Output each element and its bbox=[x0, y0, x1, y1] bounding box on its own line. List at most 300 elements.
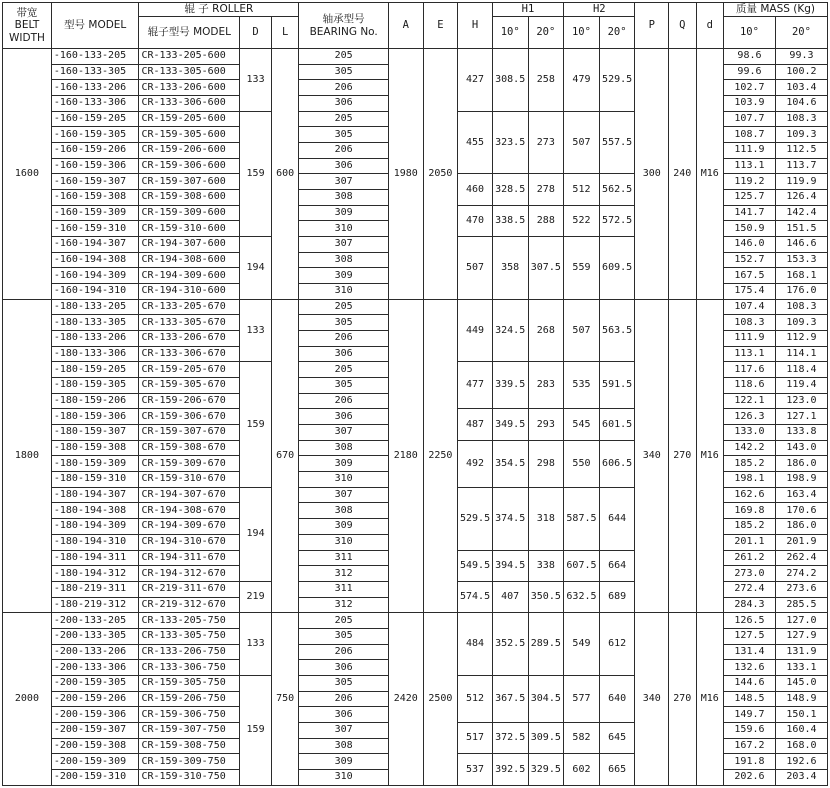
model-cell: -180-159-310 bbox=[51, 472, 139, 488]
model-cell: -180-159-306 bbox=[51, 409, 139, 425]
roller-diameter-cell: 194 bbox=[240, 487, 272, 581]
h1-20deg-cell: 288 bbox=[528, 205, 564, 236]
model-cell: -200-133-206 bbox=[51, 644, 139, 660]
h-cell: 507 bbox=[458, 237, 493, 300]
mass-20deg-cell: 118.4 bbox=[775, 362, 827, 378]
h2-20deg-cell: 609.5 bbox=[599, 237, 635, 300]
model-cell: -180-133-305 bbox=[51, 315, 139, 331]
mass-20deg-cell: 168.0 bbox=[775, 738, 827, 754]
header-row-1 bbox=[3, 3, 828, 17]
mass-10deg-cell: 131.4 bbox=[724, 644, 776, 660]
mass-10deg-cell: 99.6 bbox=[724, 64, 776, 80]
h-cell: 449 bbox=[458, 299, 493, 362]
bearing-cell: 305 bbox=[299, 127, 389, 143]
roller-model-cell: CR-133-306-750 bbox=[139, 660, 240, 676]
roller-header: 辊 子 ROLLER bbox=[139, 3, 299, 17]
h1-10deg-cell: 372.5 bbox=[492, 722, 528, 753]
roller-model-cell: CR-133-305-750 bbox=[139, 628, 240, 644]
mass-10deg-cell: 159.6 bbox=[724, 722, 776, 738]
a-header: A bbox=[388, 3, 423, 49]
h1-20deg-cell: 350.5 bbox=[528, 581, 564, 612]
roller-model-cell: CR-159-310-670 bbox=[139, 472, 240, 488]
model-cell: -180-133-205 bbox=[51, 299, 139, 315]
model-cell: -200-159-206 bbox=[51, 691, 139, 707]
h2-20deg-cell: 557.5 bbox=[599, 111, 635, 174]
h1-20deg-cell: 289.5 bbox=[528, 613, 564, 676]
h-cell: 517 bbox=[458, 722, 493, 753]
h2-10deg-cell: 512 bbox=[564, 174, 600, 205]
roller-model-cell: CR-159-306-750 bbox=[139, 707, 240, 723]
model-cell: -180-159-205 bbox=[51, 362, 139, 378]
bearing-cell: 309 bbox=[299, 519, 389, 535]
bearing-cell: 306 bbox=[299, 158, 389, 174]
mass-10deg-cell: 142.2 bbox=[724, 440, 776, 456]
model-cell: -180-194-310 bbox=[51, 534, 139, 550]
h2-10deg-cell: 549 bbox=[564, 613, 600, 676]
e-cell: 2050 bbox=[423, 49, 458, 300]
mass-10deg-cell: 152.7 bbox=[724, 252, 776, 268]
model-cell: -160-194-308 bbox=[51, 252, 139, 268]
roller-model-cell: CR-133-305-600 bbox=[139, 64, 240, 80]
h2-10deg-cell: 607.5 bbox=[564, 550, 600, 581]
mass-header: 质量 MASS (Kg) bbox=[724, 3, 828, 17]
h1-20deg-cell: 293 bbox=[528, 409, 564, 440]
roller-diameter-cell: 133 bbox=[240, 299, 272, 362]
mass-10deg-cell: 185.2 bbox=[724, 456, 776, 472]
h2-20deg-cell: 645 bbox=[599, 722, 635, 753]
mass-10deg-cell: 284.3 bbox=[724, 597, 776, 613]
h2-20deg-cell: 606.5 bbox=[599, 440, 635, 487]
a-cell: 1980 bbox=[388, 49, 423, 300]
mass-20deg-cell: 119.4 bbox=[775, 378, 827, 394]
mass-10deg-header: 10° bbox=[724, 17, 776, 49]
roller-model-cell: CR-159-310-750 bbox=[139, 769, 240, 785]
mass-20deg-cell: 186.0 bbox=[775, 519, 827, 535]
h1-10deg-cell: 352.5 bbox=[492, 613, 528, 676]
h1-20deg-cell: 283 bbox=[528, 362, 564, 409]
mass-20deg-cell: 151.5 bbox=[775, 221, 827, 237]
bearing-cell: 305 bbox=[299, 378, 389, 394]
h2-10deg-cell: 587.5 bbox=[564, 487, 600, 550]
model-cell: -160-159-206 bbox=[51, 143, 139, 159]
roller-model-cell: CR-159-309-670 bbox=[139, 456, 240, 472]
mass-10deg-cell: 185.2 bbox=[724, 519, 776, 535]
mass-10deg-cell: 191.8 bbox=[724, 754, 776, 770]
mass-20deg-cell: 109.3 bbox=[775, 315, 827, 331]
h1-header: H1 bbox=[492, 3, 563, 17]
h-cell: 529.5 bbox=[458, 487, 493, 550]
mass-20deg-cell: 198.9 bbox=[775, 472, 827, 488]
roller-model-cell: CR-159-309-750 bbox=[139, 754, 240, 770]
mass-10deg-cell: 111.9 bbox=[724, 331, 776, 347]
mass-10deg-cell: 122.1 bbox=[724, 393, 776, 409]
bearing-cell: 311 bbox=[299, 581, 389, 597]
model-cell: -180-159-206 bbox=[51, 393, 139, 409]
mass-10deg-cell: 175.4 bbox=[724, 284, 776, 300]
bearing-cell: 311 bbox=[299, 550, 389, 566]
h-cell: 574.5 bbox=[458, 581, 493, 612]
roller-model-cell: CR-133-206-600 bbox=[139, 80, 240, 96]
mass-20deg-cell: 168.1 bbox=[775, 268, 827, 284]
model-cell: -180-133-206 bbox=[51, 331, 139, 347]
model-cell: -180-133-306 bbox=[51, 346, 139, 362]
roller-model-cell: CR-194-312-670 bbox=[139, 566, 240, 582]
roller-diameter-cell: 219 bbox=[240, 581, 272, 612]
model-cell: -200-159-305 bbox=[51, 675, 139, 691]
h2-10deg-cell: 632.5 bbox=[564, 581, 600, 612]
mass-20deg-cell: 112.5 bbox=[775, 143, 827, 159]
a-cell: 2180 bbox=[388, 299, 423, 612]
model-cell: -160-159-310 bbox=[51, 221, 139, 237]
h2-10deg-cell: 507 bbox=[564, 111, 600, 174]
model-cell: -180-194-309 bbox=[51, 519, 139, 535]
bearing-cell: 206 bbox=[299, 393, 389, 409]
mass-20deg-cell: 148.9 bbox=[775, 691, 827, 707]
mass-10deg-cell: 108.3 bbox=[724, 315, 776, 331]
model-cell: -160-133-306 bbox=[51, 96, 139, 112]
roller-model-cell: CR-133-205-600 bbox=[139, 49, 240, 65]
mass-20deg-cell: 126.4 bbox=[775, 190, 827, 206]
roller-model-cell: CR-133-205-670 bbox=[139, 299, 240, 315]
belt-width-cell: 1600 bbox=[3, 49, 52, 300]
bearing-cell: 308 bbox=[299, 503, 389, 519]
mass-20deg-cell: 133.1 bbox=[775, 660, 827, 676]
mass-10deg-cell: 273.0 bbox=[724, 566, 776, 582]
model-cell: -160-159-309 bbox=[51, 205, 139, 221]
mass-10deg-cell: 167.5 bbox=[724, 268, 776, 284]
model-cell: -180-159-305 bbox=[51, 378, 139, 394]
h2-10deg-cell: 522 bbox=[564, 205, 600, 236]
h2-20deg-cell: 665 bbox=[599, 754, 635, 786]
bearing-cell: 305 bbox=[299, 64, 389, 80]
h2-20deg-cell: 664 bbox=[599, 550, 635, 581]
model-cell: -180-194-307 bbox=[51, 487, 139, 503]
mass-20deg-cell: 186.0 bbox=[775, 456, 827, 472]
p-cell: 340 bbox=[635, 299, 669, 612]
mass-20deg-cell: 262.4 bbox=[775, 550, 827, 566]
mass-20deg-cell: 150.1 bbox=[775, 707, 827, 723]
h2-20deg-cell: 612 bbox=[599, 613, 635, 676]
roller-model-cell: CR-159-307-600 bbox=[139, 174, 240, 190]
roller-model-cell: CR-159-308-750 bbox=[139, 738, 240, 754]
bearing-cell: 308 bbox=[299, 440, 389, 456]
model-cell: -160-194-310 bbox=[51, 284, 139, 300]
h1-20deg-cell: 318 bbox=[528, 487, 564, 550]
roller-model-header: 辊子型号 MODEL bbox=[139, 17, 240, 49]
h2-20deg-header: 20° bbox=[599, 17, 635, 49]
mass-20deg-cell: 153.3 bbox=[775, 252, 827, 268]
roller-model-cell: CR-159-306-600 bbox=[139, 158, 240, 174]
bearing-cell: 312 bbox=[299, 566, 389, 582]
mass-10deg-cell: 169.8 bbox=[724, 503, 776, 519]
model-cell: -180-194-308 bbox=[51, 503, 139, 519]
roller-model-cell: CR-159-206-750 bbox=[139, 691, 240, 707]
mass-20deg-cell: 142.4 bbox=[775, 205, 827, 221]
bearing-header: 轴承型号 BEARING No. bbox=[299, 3, 389, 49]
q-cell: 240 bbox=[669, 49, 696, 300]
roller-model-cell: CR-159-205-670 bbox=[139, 362, 240, 378]
bearing-cell: 310 bbox=[299, 472, 389, 488]
mass-10deg-cell: 272.4 bbox=[724, 581, 776, 597]
h2-20deg-cell: 644 bbox=[599, 487, 635, 550]
h1-10deg-header: 10° bbox=[492, 17, 528, 49]
roller-model-cell: CR-159-307-750 bbox=[139, 722, 240, 738]
h1-10deg-cell: 349.5 bbox=[492, 409, 528, 440]
h2-20deg-cell: 529.5 bbox=[599, 49, 635, 112]
e-cell: 2500 bbox=[423, 613, 458, 786]
roller-model-cell: CR-159-205-600 bbox=[139, 111, 240, 127]
roller-model-cell: CR-159-305-600 bbox=[139, 127, 240, 143]
h1-20deg-cell: 307.5 bbox=[528, 237, 564, 300]
h-cell: 484 bbox=[458, 613, 493, 676]
bearing-cell: 306 bbox=[299, 660, 389, 676]
belt-width-header: 带宽 BELT WIDTH bbox=[3, 3, 52, 49]
bearing-cell: 305 bbox=[299, 675, 389, 691]
bolt-cell: M16 bbox=[696, 49, 723, 300]
bolt-cell: M16 bbox=[696, 299, 723, 612]
model-cell: -200-159-309 bbox=[51, 754, 139, 770]
bearing-cell: 307 bbox=[299, 487, 389, 503]
mass-10deg-cell: 107.4 bbox=[724, 299, 776, 315]
h2-20deg-cell: 562.5 bbox=[599, 174, 635, 205]
mass-20deg-cell: 160.4 bbox=[775, 722, 827, 738]
mass-10deg-cell: 111.9 bbox=[724, 143, 776, 159]
bearing-cell: 205 bbox=[299, 613, 389, 629]
table-row bbox=[3, 299, 828, 315]
mass-20deg-cell: 285.5 bbox=[775, 597, 827, 613]
mass-20deg-cell: 112.9 bbox=[775, 331, 827, 347]
mass-20deg-cell: 123.0 bbox=[775, 393, 827, 409]
h1-10deg-cell: 308.5 bbox=[492, 49, 528, 112]
l-header: L bbox=[271, 17, 299, 49]
mass-10deg-cell: 118.6 bbox=[724, 378, 776, 394]
mass-10deg-cell: 117.6 bbox=[724, 362, 776, 378]
model-cell: -200-159-310 bbox=[51, 769, 139, 785]
roller-model-cell: CR-219-311-670 bbox=[139, 581, 240, 597]
mass-10deg-cell: 201.1 bbox=[724, 534, 776, 550]
bolt-cell: M16 bbox=[696, 613, 723, 786]
h2-20deg-cell: 591.5 bbox=[599, 362, 635, 409]
mass-10deg-cell: 202.6 bbox=[724, 769, 776, 785]
p-cell: 300 bbox=[635, 49, 669, 300]
bearing-cell: 310 bbox=[299, 534, 389, 550]
h1-10deg-cell: 407 bbox=[492, 581, 528, 612]
mass-20deg-cell: 108.3 bbox=[775, 111, 827, 127]
roller-model-cell: CR-159-309-600 bbox=[139, 205, 240, 221]
table-row bbox=[3, 613, 828, 629]
roller-length-cell: 750 bbox=[271, 613, 299, 786]
mass-20deg-cell: 131.9 bbox=[775, 644, 827, 660]
mass-10deg-cell: 150.9 bbox=[724, 221, 776, 237]
mass-20deg-cell: 99.3 bbox=[775, 49, 827, 65]
mass-10deg-cell: 167.2 bbox=[724, 738, 776, 754]
model-cell: -160-194-309 bbox=[51, 268, 139, 284]
mass-20deg-cell: 114.1 bbox=[775, 346, 827, 362]
mass-10deg-cell: 119.2 bbox=[724, 174, 776, 190]
roller-model-cell: CR-133-205-750 bbox=[139, 613, 240, 629]
mass-10deg-cell: 132.6 bbox=[724, 660, 776, 676]
h-header: H bbox=[458, 3, 493, 49]
mass-10deg-cell: 127.5 bbox=[724, 628, 776, 644]
roller-spec-table bbox=[2, 2, 828, 786]
mass-10deg-cell: 102.7 bbox=[724, 80, 776, 96]
mass-10deg-cell: 126.5 bbox=[724, 613, 776, 629]
h1-20deg-header: 20° bbox=[528, 17, 564, 49]
h-cell: 512 bbox=[458, 675, 493, 722]
h1-10deg-cell: 392.5 bbox=[492, 754, 528, 786]
h-cell: 537 bbox=[458, 754, 493, 786]
e-cell: 2250 bbox=[423, 299, 458, 612]
bearing-cell: 206 bbox=[299, 80, 389, 96]
mass-20deg-cell: 108.3 bbox=[775, 299, 827, 315]
h2-10deg-cell: 582 bbox=[564, 722, 600, 753]
bearing-cell: 306 bbox=[299, 409, 389, 425]
h2-header: H2 bbox=[564, 3, 635, 17]
h2-20deg-cell: 572.5 bbox=[599, 205, 635, 236]
roller-model-cell: CR-194-310-670 bbox=[139, 534, 240, 550]
h1-20deg-cell: 273 bbox=[528, 111, 564, 174]
h1-10deg-cell: 358 bbox=[492, 237, 528, 300]
bearing-cell: 308 bbox=[299, 190, 389, 206]
roller-model-cell: CR-133-306-670 bbox=[139, 346, 240, 362]
mass-20deg-cell: 100.2 bbox=[775, 64, 827, 80]
roller-model-cell: CR-133-305-670 bbox=[139, 315, 240, 331]
h1-10deg-cell: 367.5 bbox=[492, 675, 528, 722]
model-cell: -180-194-312 bbox=[51, 566, 139, 582]
h2-10deg-cell: 559 bbox=[564, 237, 600, 300]
bearing-cell: 306 bbox=[299, 96, 389, 112]
p-header: P bbox=[635, 3, 669, 49]
model-header: 型号 MODEL bbox=[51, 3, 139, 49]
roller-model-cell: CR-194-308-670 bbox=[139, 503, 240, 519]
h-cell: 470 bbox=[458, 205, 493, 236]
h1-10deg-cell: 374.5 bbox=[492, 487, 528, 550]
q-cell: 270 bbox=[669, 613, 696, 786]
roller-model-cell: CR-194-307-670 bbox=[139, 487, 240, 503]
q-header: Q bbox=[669, 3, 696, 49]
roller-model-cell: CR-159-306-670 bbox=[139, 409, 240, 425]
h2-10deg-cell: 479 bbox=[564, 49, 600, 112]
model-cell: -180-159-309 bbox=[51, 456, 139, 472]
mass-10deg-cell: 113.1 bbox=[724, 158, 776, 174]
h1-20deg-cell: 258 bbox=[528, 49, 564, 112]
bearing-cell: 206 bbox=[299, 143, 389, 159]
mass-10deg-cell: 133.0 bbox=[724, 425, 776, 441]
bearing-cell: 310 bbox=[299, 769, 389, 785]
bearing-cell: 205 bbox=[299, 111, 389, 127]
mass-10deg-cell: 162.6 bbox=[724, 487, 776, 503]
bearing-cell: 305 bbox=[299, 628, 389, 644]
model-cell: -180-219-311 bbox=[51, 581, 139, 597]
roller-diameter-cell: 194 bbox=[240, 237, 272, 300]
mass-10deg-cell: 198.1 bbox=[724, 472, 776, 488]
h2-10deg-header: 10° bbox=[564, 17, 600, 49]
mass-20deg-cell: 146.6 bbox=[775, 237, 827, 253]
model-cell: -200-159-307 bbox=[51, 722, 139, 738]
bearing-cell: 309 bbox=[299, 456, 389, 472]
mass-10deg-cell: 98.6 bbox=[724, 49, 776, 65]
h-cell: 477 bbox=[458, 362, 493, 409]
roller-model-cell: CR-133-206-670 bbox=[139, 331, 240, 347]
mass-10deg-cell: 261.2 bbox=[724, 550, 776, 566]
model-cell: -160-133-206 bbox=[51, 80, 139, 96]
h2-10deg-cell: 602 bbox=[564, 754, 600, 786]
bearing-cell: 307 bbox=[299, 174, 389, 190]
mass-20deg-cell: 273.6 bbox=[775, 581, 827, 597]
roller-model-cell: CR-159-308-670 bbox=[139, 440, 240, 456]
h2-10deg-cell: 507 bbox=[564, 299, 600, 362]
mass-20deg-cell: 127.0 bbox=[775, 613, 827, 629]
h1-20deg-cell: 298 bbox=[528, 440, 564, 487]
h1-10deg-cell: 323.5 bbox=[492, 111, 528, 174]
mass-20deg-cell: 176.0 bbox=[775, 284, 827, 300]
mass-10deg-cell: 126.3 bbox=[724, 409, 776, 425]
mass-20deg-cell: 145.0 bbox=[775, 675, 827, 691]
model-cell: -160-159-308 bbox=[51, 190, 139, 206]
belt-width-cell: 1800 bbox=[3, 299, 52, 612]
model-cell: -160-194-307 bbox=[51, 237, 139, 253]
mass-10deg-cell: 148.5 bbox=[724, 691, 776, 707]
roller-model-cell: CR-219-312-670 bbox=[139, 597, 240, 613]
h-cell: 549.5 bbox=[458, 550, 493, 581]
h1-20deg-cell: 268 bbox=[528, 299, 564, 362]
roller-model-cell: CR-133-206-750 bbox=[139, 644, 240, 660]
model-cell: -160-159-305 bbox=[51, 127, 139, 143]
bearing-cell: 306 bbox=[299, 346, 389, 362]
model-cell: -160-133-205 bbox=[51, 49, 139, 65]
model-cell: -180-219-312 bbox=[51, 597, 139, 613]
mass-10deg-cell: 125.7 bbox=[724, 190, 776, 206]
h2-20deg-cell: 601.5 bbox=[599, 409, 635, 440]
h2-10deg-cell: 550 bbox=[564, 440, 600, 487]
model-cell: -180-194-311 bbox=[51, 550, 139, 566]
mass-20deg-cell: 201.9 bbox=[775, 534, 827, 550]
a-cell: 2420 bbox=[388, 613, 423, 786]
mass-10deg-cell: 108.7 bbox=[724, 127, 776, 143]
roller-diameter-cell: 159 bbox=[240, 362, 272, 487]
mass-10deg-cell: 113.1 bbox=[724, 346, 776, 362]
bearing-cell: 310 bbox=[299, 221, 389, 237]
model-cell: -160-159-205 bbox=[51, 111, 139, 127]
model-cell: -160-159-306 bbox=[51, 158, 139, 174]
roller-diameter-cell: 159 bbox=[240, 111, 272, 236]
mass-20deg-cell: 133.8 bbox=[775, 425, 827, 441]
roller-model-cell: CR-194-309-600 bbox=[139, 268, 240, 284]
roller-model-cell: CR-159-307-670 bbox=[139, 425, 240, 441]
model-cell: -200-159-308 bbox=[51, 738, 139, 754]
bearing-cell: 307 bbox=[299, 722, 389, 738]
bearing-cell: 309 bbox=[299, 754, 389, 770]
mass-10deg-cell: 144.6 bbox=[724, 675, 776, 691]
mass-20deg-cell: 127.1 bbox=[775, 409, 827, 425]
h-cell: 492 bbox=[458, 440, 493, 487]
bearing-cell: 206 bbox=[299, 644, 389, 660]
h1-10deg-cell: 354.5 bbox=[492, 440, 528, 487]
model-cell: -200-159-306 bbox=[51, 707, 139, 723]
bearing-cell: 307 bbox=[299, 425, 389, 441]
d-upper-header: D bbox=[240, 17, 272, 49]
model-cell: -160-133-305 bbox=[51, 64, 139, 80]
model-cell: -200-133-306 bbox=[51, 660, 139, 676]
model-cell: -160-159-307 bbox=[51, 174, 139, 190]
mass-20deg-header: 20° bbox=[775, 17, 827, 49]
bearing-cell: 206 bbox=[299, 331, 389, 347]
bearing-cell: 309 bbox=[299, 205, 389, 221]
mass-20deg-cell: 103.4 bbox=[775, 80, 827, 96]
mass-10deg-cell: 107.7 bbox=[724, 111, 776, 127]
h1-20deg-cell: 329.5 bbox=[528, 754, 564, 786]
roller-model-cell: CR-159-206-600 bbox=[139, 143, 240, 159]
